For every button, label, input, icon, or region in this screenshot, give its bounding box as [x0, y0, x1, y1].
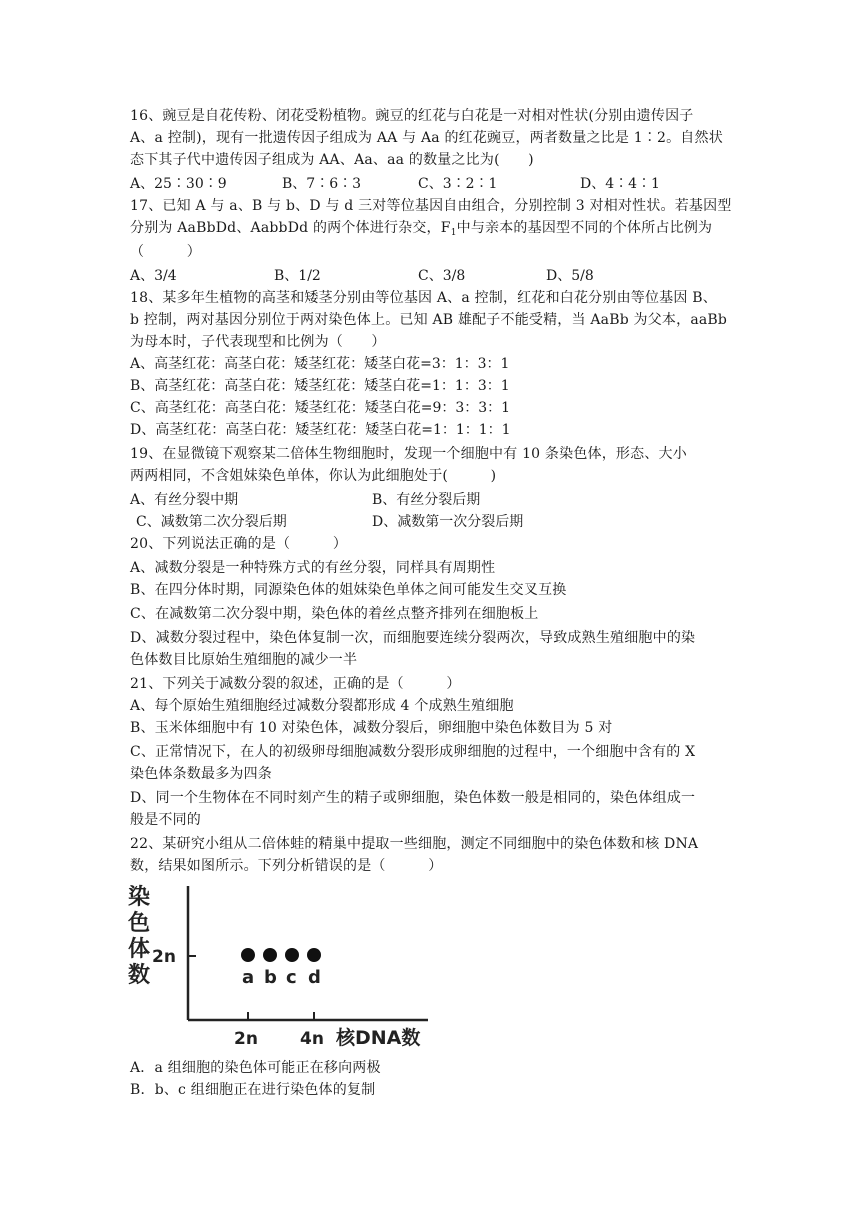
q18-line-2: b 控制，两对基因分别位于两对染色体上。已知 AB 雄配子不能受精，当 AaBb 为父本，aaBb — [130, 312, 728, 328]
q19-line-2: 两两相同，不含姐妹染色单体，你认为此细胞处于( ) — [130, 468, 497, 484]
figure-point-label: a — [242, 967, 255, 988]
q20-option-a: A、减数分裂是一种特殊方式的有丝分裂，同样具有周期性 — [130, 560, 496, 576]
q16-line-2: A、a 控制)，现有一批遗传因子组成为 AA 与 Aa 的红花豌豆，两者数量之比是 1∶2。自然状 — [130, 130, 723, 146]
q19-option-d: D、减数第一次分裂后期 — [372, 514, 524, 530]
figure-point-label: c — [286, 967, 297, 988]
q16-line-1: 16、豌豆是自花传粉、闭花受粉植物。豌豆的红花与白花是一对相对性状(分别由遗传因子 — [130, 108, 694, 124]
figure-ylabel-char: 染 — [128, 885, 151, 910]
q17-option-a: A、3/4 — [130, 268, 177, 284]
q22-line-2: 数，结果如图所示。下列分析错误的是（ ） — [130, 858, 443, 874]
q18-option-b: B、高茎红花：高茎白花：矮茎红花：矮茎白花=1：1：3：1 — [130, 378, 510, 394]
figure-ylabel-char: 体 — [128, 937, 151, 962]
q21-option-d-line-1: D、同一个生物体在不同时刻产生的精子或卵细胞，染色体数一般是相同的，染色体组成一 — [130, 790, 696, 806]
q17-option-d: D、5/8 — [546, 268, 594, 284]
q18-line-1: 18、某多年生植物的高茎和矮茎分别由等位基因 A、a 控制，红花和白花分别由等位基因 B、 — [130, 290, 717, 306]
figure-point-c — [285, 948, 299, 962]
q17-line-1: 17、已知 A 与 a、B 与 b、D 与 d 三对等位基因自由组合，分别控制 3 对相对性状。若基因型 — [130, 198, 732, 214]
q22-option-b: B．b、c 组细胞正在进行染色体的复制 — [130, 1082, 376, 1098]
figure-point-d — [307, 948, 321, 962]
q16-option-d: D、4∶4∶1 — [580, 176, 660, 192]
q20-option-b: B、在四分体时期，同源染色体的姐妹染色单体之间可能发生交叉互换 — [130, 582, 567, 598]
q21-option-d-line-2: 般是不同的 — [130, 812, 201, 828]
q17-option-c: C、3/8 — [418, 268, 466, 284]
q20-option-c: C、在减数第二次分裂中期，染色体的着丝点整齐排列在细胞板上 — [130, 606, 539, 622]
q18-line-3: 为母本时，子代表现型和比例为（ ） — [130, 334, 386, 350]
q19-option-a: A、有丝分裂中期 — [130, 492, 239, 508]
figure-ylabel-char: 色 — [128, 911, 151, 936]
q21-option-b: B、玉米体细胞中有 10 对染色体，减数分裂后，卵细胞中染色体数目为 5 对 — [130, 720, 613, 736]
q21-option-c-line-1: C、正常情况下，在人的初级卵母细胞减数分裂形成卵细胞的过程中，一个细胞中含有的 X — [130, 744, 696, 760]
q18-option-a: A、高茎红花：高茎白花：矮茎红花：矮茎白花=3：1：3：1 — [130, 356, 510, 372]
q17-line-3: （ ） — [130, 244, 201, 260]
figure-xtick-label: 2n — [234, 1029, 258, 1049]
q21-line-1: 21、下列关于减数分裂的叙述，正确的是（ ） — [130, 676, 461, 692]
q20-line-1: 20、下列说法正确的是（ ） — [130, 536, 348, 552]
q17-option-b: B、1/2 — [274, 268, 321, 284]
q18-option-d: D、高茎红花：高茎白花：矮茎红花：矮茎白花=1：1：1：1 — [130, 422, 511, 438]
figure-ylabel-char: 数 — [128, 963, 151, 988]
q21-option-a: A、每个原始生殖细胞经过减数分裂都形成 4 个成熟生殖细胞 — [130, 698, 514, 714]
q20-option-d-line-1: D、减数分裂过程中，染色体复制一次，而细胞要连续分裂两次，导致成熟生殖细胞中的染 — [130, 630, 696, 646]
q16-option-c: C、3∶2∶1 — [418, 176, 498, 192]
q16-option-a: A、25∶30∶9 — [130, 176, 227, 192]
q22-option-a: A．a 组细胞的染色体可能正在移向两极 — [130, 1060, 381, 1076]
q16-option-b: B、7∶6∶3 — [282, 176, 362, 192]
chromosome-dna-figure — [128, 884, 438, 1054]
q20-option-d-line-2: 色体数目比原始生殖细胞的减少一半 — [130, 652, 358, 668]
q19-line-1: 19、在显微镜下观察某二倍体生物细胞时，发现一个细胞中有 10 条染色体，形态、大小 — [130, 446, 687, 462]
figure-point-label: d — [308, 967, 321, 988]
q19-option-c: C、减数第二次分裂后期 — [136, 514, 287, 530]
figure-point-b — [263, 948, 277, 962]
figure-point-a — [241, 948, 255, 962]
figure-point-label: b — [264, 967, 277, 988]
q21-option-c-line-2: 染色体条数最多为四条 — [130, 766, 272, 782]
q17-line-2: 分别为 AaBbDd、AabbDd 的两个体进行杂交，$F_1$中与亲本的基因型不同的个体所占比例为 — [130, 220, 713, 238]
figure-ytick-label: 2n — [152, 947, 176, 967]
q18-option-c: C、高茎红花：高茎白花：矮茎红花：矮茎白花=9：3：3：1 — [130, 400, 511, 416]
q16-line-3: 态下其子代中遗传因子组成为 AA、Aa、aa 的数量之比为( ) — [130, 152, 534, 168]
figure-xlabel: 核DNA数 — [336, 1027, 421, 1049]
q22-line-1: 22、某研究小组从二倍体蛙的精巢中提取一些细胞，测定不同细胞中的染色体数和核 DNA — [130, 836, 699, 852]
figure-xtick-label: 4n — [300, 1029, 324, 1049]
q19-option-b: B、有丝分裂后期 — [372, 492, 481, 508]
